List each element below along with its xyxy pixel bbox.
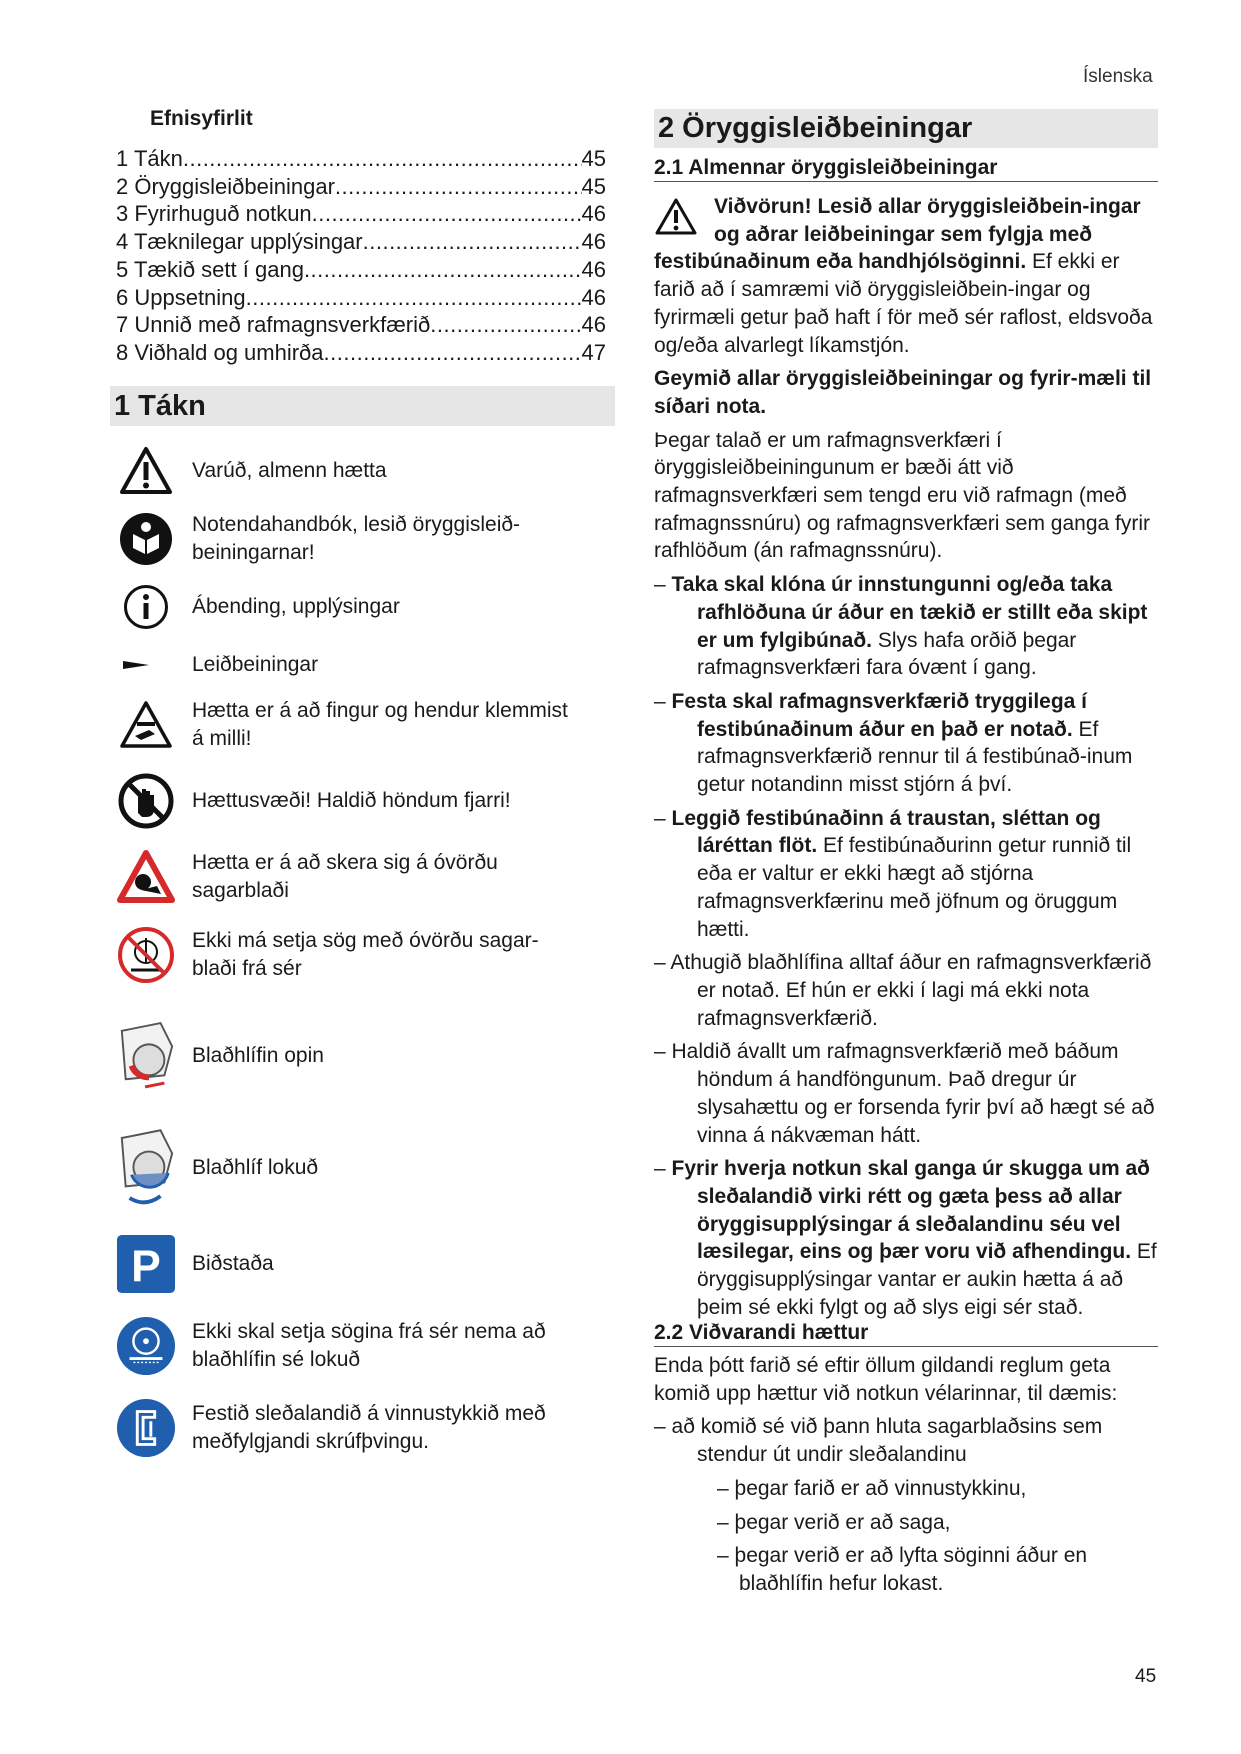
info-icon: [116, 577, 176, 637]
warning-triangle-icon: [116, 441, 176, 501]
warning-triangle-icon: [654, 195, 698, 239]
symbol-description: Blaðhlíf lokuð: [192, 1156, 319, 1180]
blade-cut-warning-icon: [116, 847, 176, 907]
toc-item[interactable]: [116, 228, 606, 256]
sub-list-item-text: þegar farið er að vinnustykkinu,: [734, 1476, 1027, 1500]
symbol-description: Festið sleðalandið á vinnustykkið með meðfylgjandi skrúfþvingu.: [192, 1402, 546, 1453]
toc-item[interactable]: [116, 145, 606, 173]
toc-leader: [363, 228, 582, 256]
list-item-bold: Taka skal klóna úr innstungunni og/eða taka rafhlöðuna úr áður en tækið er stillt eða skipt er um fylgibúnað.: [671, 573, 1148, 652]
list-item: – Athugið blaðhlífina alltaf áður en rafmagnsverkfærið er notað. Ef hún er ekki í lagi má ekki nota rafmagnsverkfærið.: [654, 951, 1152, 1030]
blade-guard-open-icon: [116, 1016, 176, 1096]
symbol-description: Biðstaða: [192, 1252, 274, 1276]
list-item-text: Athugið blaðhlífina alltaf áður en rafmagnsverkfærið er notað. Ef hún er ekki í lagi má ekki nota rafmagnsverkfærið.: [670, 951, 1152, 1030]
list-item: – að komið sé við þann hluta sagarblaðsins sem stendur út undir sleðalandinu: [654, 1415, 1103, 1467]
symbol-description: Blaðhlífin opin: [192, 1044, 324, 1068]
list-item-text: að komið sé við þann hluta sagarblaðsins sem stendur út undir sleðalandinu: [671, 1415, 1103, 1467]
symbol-description: Ábending, upplýsingar: [192, 595, 400, 619]
symbol-row: [116, 577, 616, 637]
toc-item-label: 7 Unnið með rafmagnsverkfærið: [116, 312, 431, 338]
sub-list-item: – þegar verið er að lyfta söginni áður en blaðhlífin hefur lokast.: [717, 1544, 1088, 1595]
list-item-text: Haldið ávallt um rafmagnsverkfærið með báðum höndum á handföngunum. Það dregur úr slysahættu og er forsenda fyrir því að hægt sé að vinna á nákvæman hátt.: [671, 1040, 1155, 1147]
toc-item-label: 3 Fyrirhuguð notkun: [116, 201, 312, 227]
symbol-row: [116, 695, 616, 755]
symbol-row: [116, 1123, 616, 1213]
symbol-description: Leiðbeiningar: [192, 653, 319, 677]
definition-paragraph: Þegar talað er um rafmagnsverkfæri í öryggisleiðbeiningunum er bæði átt við rafmagnsverkfæri sem tengd eru við rafmagn (með rafmagnssnúru) og rafmagnsverkfæri sem ganga fyrir rafhlöðum (án rafmagnssnúru).: [654, 428, 1151, 563]
toc-item-label: 5 Tækið sett í gang: [116, 256, 304, 282]
list-item-text: Ef festibúnaðurinn getur runnið til eða er valtur er ekki hægt að stjórna rafmagnsverkfærinu með jöfnum og öruggum hætti.: [697, 834, 1132, 941]
list-item-text: Ef öryggisupplýsingar vantar er aukin hætta á að þeim sé ekki fylgt og að slys eigi sér stað.: [697, 1240, 1157, 1319]
symbol-row: [116, 441, 616, 501]
list-item-bold: Leggið festibúnaðinn á traustan, sléttan og láréttan flöt.: [671, 806, 1101, 858]
language-label: Íslenska: [1083, 66, 1153, 87]
toc-leader: [312, 200, 582, 228]
symbol-description: Varúð, almenn hætta: [192, 459, 387, 483]
toc-item-page: 46: [581, 256, 606, 282]
toc-item-page: 46: [581, 229, 606, 255]
toc-leader: [246, 284, 582, 312]
toc-item-label: 2 Öryggisleiðbeiningar: [116, 173, 335, 199]
symbol-description: Ekki má setja sög með óvörðu sagar-blaði frá sér: [192, 929, 539, 980]
symbol-row: [116, 1316, 616, 1376]
toc-item[interactable]: [116, 311, 606, 339]
list-item-bold: Fyrir hverja notkun skal ganga úr skugga um að sleðalandið virki rétt og gæta þess að allar öryggisupplýsingar á sleðalandinu séu vel læsilegar, eins og þær voru við afhendingu.: [671, 1157, 1150, 1264]
toc-item-label: 8 Viðhald og umhirða: [116, 339, 324, 365]
list-item: – Leggið festibúnaðinn á traustan, sléttan og láréttan flöt. Ef festibúnaðurinn getur runnið til eða er valtur er ekki hægt að stjórna rafmagnsverkfærinu með jöfnum og öruggum hætti.: [654, 806, 1132, 941]
subsection-heading-residual-risks: 2.2 Viðvarandi hættur: [654, 1320, 1158, 1347]
list-item-bold: Festa skal rafmagnsverkfærið tryggilega í festibúnaðinum áður en það er notað.: [671, 689, 1088, 741]
symbol-row: [116, 925, 616, 985]
toc-item-page: 45: [581, 173, 606, 199]
symbol-description: Ekki skal setja sögina frá sér nema að blaðhlífin sé lokuð: [192, 1320, 546, 1371]
toc-leader: [324, 339, 582, 367]
symbol-description: Hætta er á að skera sig á óvörðu sagarblaði: [192, 851, 498, 902]
section-heading-symbols: 1 Tákn: [110, 386, 615, 426]
list-item-text: Ef rafmagnsverkfærið rennur til á festibúnað-inum getur notandinn misst stjórn á því.: [697, 717, 1133, 797]
keep-instructions-text: Geymið allar öryggisleiðbeiningar og fyrir-mæli til síðari nota.: [654, 367, 1152, 418]
do-not-push-saw-icon: [116, 925, 176, 985]
warning-paragraph: [654, 193, 1160, 359]
set-saw-down-guard-closed-icon: [116, 1316, 176, 1376]
residual-risks-intro: Enda þótt farið sé eftir öllum gildandi reglum geta komið upp hættur við notkun vélarinnar, til dæmis:: [654, 1354, 1118, 1405]
sub-list-item: – þegar verið er að saga,: [717, 1510, 951, 1534]
sub-list-item-text: þegar verið er að lyfta söginni áður en blaðhlífin hefur lokast.: [734, 1544, 1088, 1595]
parking-position-icon: [116, 1234, 176, 1294]
no-hands-icon: [116, 771, 176, 831]
toc-item[interactable]: [116, 173, 606, 201]
symbol-description: Notendahandbók, lesið öryggisleið-beiningarnar!: [192, 513, 521, 564]
residual-risks-text: [654, 1352, 1160, 1604]
toc-leader: [304, 256, 582, 284]
symbol-row: [116, 509, 616, 569]
list-item: – Haldið ávallt um rafmagnsverkfærið með báðum höndum á handföngunum. Það dregur úr slysahættu og er forsenda fyrir því að hægt sé að vinna á nákvæman hátt.: [654, 1040, 1155, 1147]
section-heading-safety: 2 Öryggisleiðbeiningar: [654, 109, 1158, 148]
page-number: 45: [1135, 1666, 1157, 1687]
symbol-description: Hættusvæði! Haldið höndum fjarri!: [192, 789, 511, 813]
list-item-text: Slys hafa orðið þegar rafmagnsverkfæri fara óvænt í gang.: [697, 628, 1077, 680]
warning-text: Ef ekki er farið að í samræmi við öryggisleiðbein-ingar og fyrirmæli getur það haft í för með sér raflost, eldsvoða og/eða alvarlegt líkamstjón.: [654, 250, 1153, 357]
toc-item[interactable]: [116, 284, 606, 312]
toc-leader: [335, 173, 582, 201]
list-item: – Fyrir hverja notkun skal ganga úr skugga um að sleðalandið virki rétt og gæta þess að allar öryggisupplýsingar á sleðalandinu séu vel læsilegar, eins og þær voru við afhendingu. Ef öryggisupplýsingar vantar er aukin hætta á að þeim sé ekki fylgt og að slys eigi sér stað.: [654, 1157, 1157, 1319]
symbol-row: [116, 1016, 616, 1096]
toc-item-page: 46: [581, 284, 606, 310]
toc-item-label: 6 Uppsetning: [116, 284, 246, 310]
symbol-row: [116, 635, 616, 695]
toc-item-page: 46: [581, 312, 606, 338]
general-safety-text: [654, 193, 1160, 1327]
list-item: – Festa skal rafmagnsverkfærið tryggilega í festibúnaðinum áður en það er notað. Ef rafmagnsverkfærið rennur til á festibúnað-inum getur notandinn misst stjórn á því.: [654, 689, 1133, 797]
symbol-row: [116, 771, 616, 831]
sub-list-item: – þegar farið er að vinnustykkinu,: [717, 1476, 1027, 1500]
table-of-contents: [116, 145, 606, 367]
toc-item[interactable]: [116, 200, 606, 228]
clamp-icon: [116, 1398, 176, 1458]
toc-title: Efnisyfirlit: [150, 107, 253, 130]
symbol-row: [116, 1234, 616, 1294]
sub-list-item-text: þegar verið er að saga,: [734, 1510, 951, 1534]
toc-item-page: 46: [581, 201, 606, 227]
symbol-description: Hætta er á að fingur og hendur klemmist á milli!: [192, 699, 568, 750]
toc-leader: [430, 311, 581, 339]
toc-item[interactable]: [116, 256, 606, 284]
list-item: – Taka skal klóna úr innstungunni og/eða taka rafhlöðuna úr áður en tækið er stillt eða skipt er um fylgibúnað. Slys hafa orðið þegar rafmagnsverkfæri fara óvænt í gang.: [654, 573, 1148, 680]
subsection-heading-general-safety: 2.1 Almennar öryggisleiðbeiningar: [654, 155, 1158, 182]
read-manual-icon: [116, 509, 176, 569]
svg-text:P: P: [131, 1242, 161, 1292]
toc-item-label: 1 Tákn: [116, 146, 183, 171]
toc-item-page: 47: [581, 339, 606, 365]
instruction-arrow-icon: [116, 635, 176, 695]
toc-item[interactable]: [116, 339, 606, 367]
blade-guard-closed-icon: [116, 1123, 176, 1213]
toc-leader: [183, 145, 582, 173]
toc-item-label: 4 Tæknilegar upplýsingar: [116, 229, 363, 255]
symbol-row: [116, 847, 616, 907]
hand-crush-warning-icon: [116, 695, 176, 755]
symbol-row: [116, 1398, 616, 1458]
warning-bold-text: Viðvörun! Lesið allar öryggisleiðbein-ingar og aðrar leiðbeiningar sem fylgja með festibúnaðinum eða handhjólsöginni.: [654, 195, 1141, 274]
toc-item-page: 45: [581, 146, 606, 171]
